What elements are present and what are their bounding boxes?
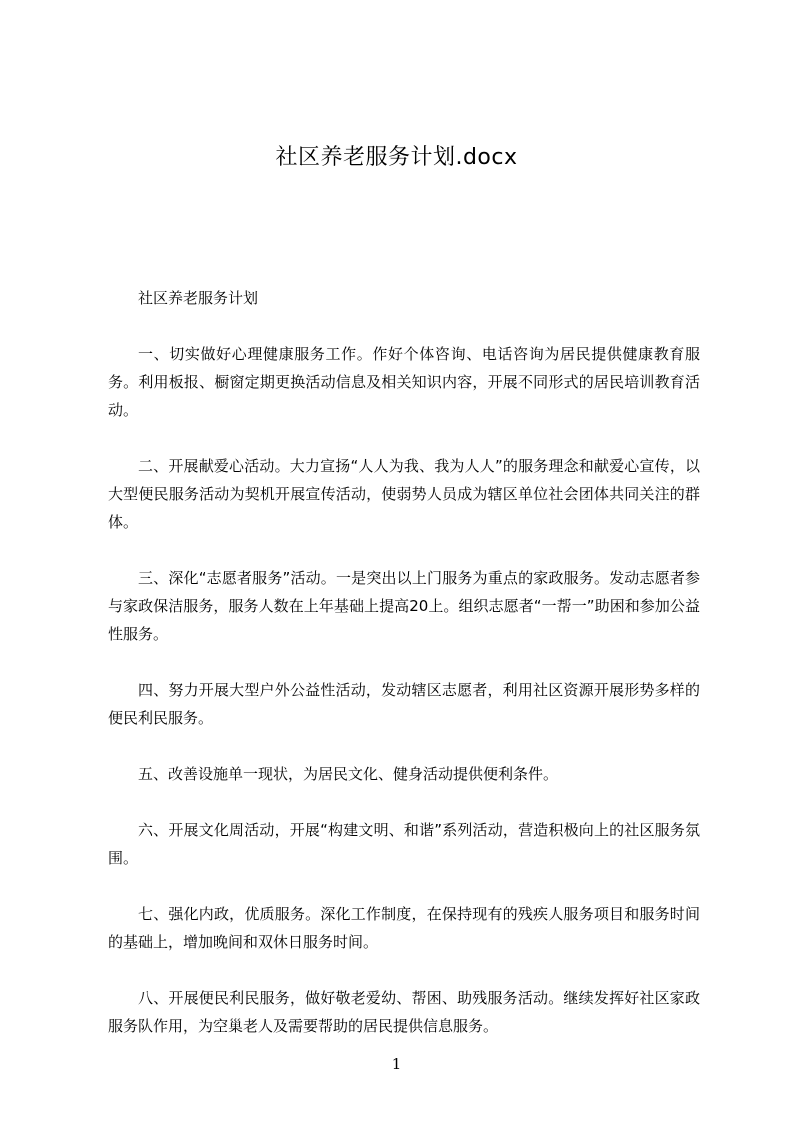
section-heading: 社区养老服务计划 <box>138 289 259 307</box>
paragraph-1: 一、切实做好心理健康服务工作。作好个体咨询、电话咨询为居民提供健康教育服务。利用板报、橱窗定期更换活动信息及相关知识内容，开展不同形式的居民培训教育活动。 <box>108 345 700 419</box>
paragraph-7: 七、强化内政，优质服务。深化工作制度，在保持现有的残疾人服务项目和服务时间的基础上，增加晚间和双休日服务时间。 <box>108 905 700 951</box>
document-title: 社区养老服务计划.docx <box>275 145 518 170</box>
paragraph-3: 三、深化“志愿者服务”活动。一是突出以上门服务为重点的家政服务。发动志愿者参与家政保洁服务，服务人数在上年基础上提高20上。组织志愿者“一帮一”助困和参加公益性服务。 <box>108 569 700 643</box>
paragraph-2: 二、开展献爱心活动。大力宣扬“人人为我、我为人人”的服务理念和献爱心宣传，以大型便民服务活动为契机开展宣传活动，使弱势人员成为辖区单位社会团体共同关注的群体。 <box>108 457 700 531</box>
paragraph-5: 五、改善设施单一现状，为居民文化、健身活动提供便利条件。 <box>138 765 559 783</box>
paragraph-6: 六、开展文化周活动，开展“构建文明、和谐”系列活动，营造积极向上的社区服务氛围。 <box>108 821 700 867</box>
paragraph-4: 四、努力开展大型户外公益性活动，发动辖区志愿者，利用社区资源开展形势多样的便民利民服务。 <box>108 681 700 727</box>
document-body <box>108 284 700 1068</box>
paragraph-8: 八、开展便民利民服务，做好敬老爱幼、帮困、助残服务活动。继续发挥好社区家政服务队作用，为空巢老人及需要帮助的居民提供信息服务。 <box>108 989 700 1035</box>
page-number: 1 <box>391 1055 402 1073</box>
